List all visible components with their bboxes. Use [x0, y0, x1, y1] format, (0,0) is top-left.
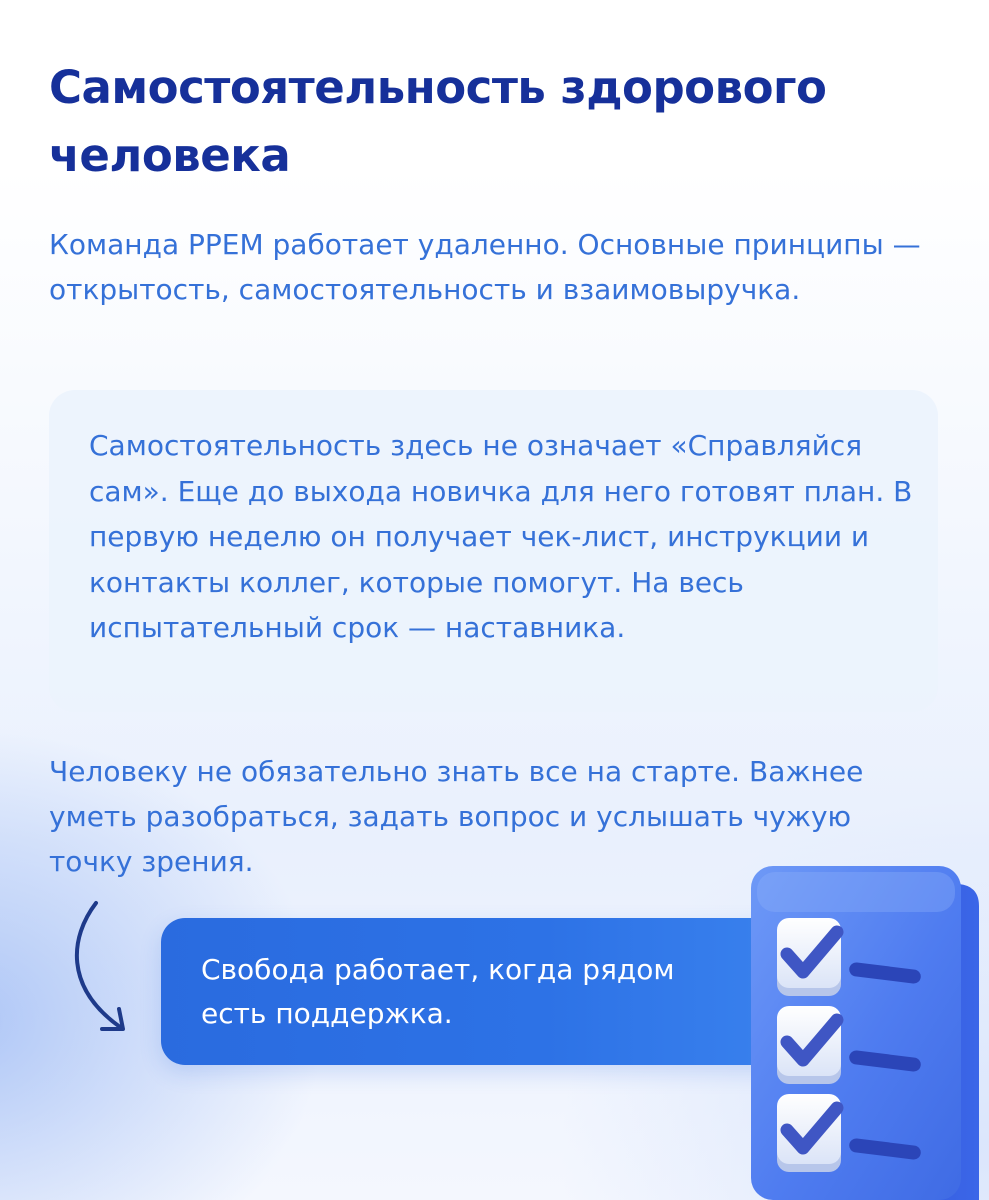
support-banner	[161, 918, 801, 1065]
note-paragraph: Человеку не обязательно знать все на старте. Важнее уметь разобраться, задать вопрос и услышать чужую точку зрения.	[49, 755, 864, 878]
checklist-icon	[745, 862, 989, 1200]
curved-arrow-icon	[62, 895, 142, 1045]
intro-paragraph: Команда PPEM работает удаленно. Основные принципы — открытость, самостоятельность и взаимовыручка.	[49, 228, 921, 306]
info-card	[49, 390, 938, 712]
info-card-text: Самостоятельность здесь не означает «Справляйся сам». Еще до выхода новичка для него готовят план. В первую неделю он получает чек-лист, инструкции и контакты коллег, которые помогут. На весь испытательный срок — наставника.	[89, 429, 913, 644]
banner-text: Свобода работает, когда рядом есть поддержка.	[201, 953, 675, 1030]
page-title: Самостоятельность здорового человека	[49, 61, 827, 182]
